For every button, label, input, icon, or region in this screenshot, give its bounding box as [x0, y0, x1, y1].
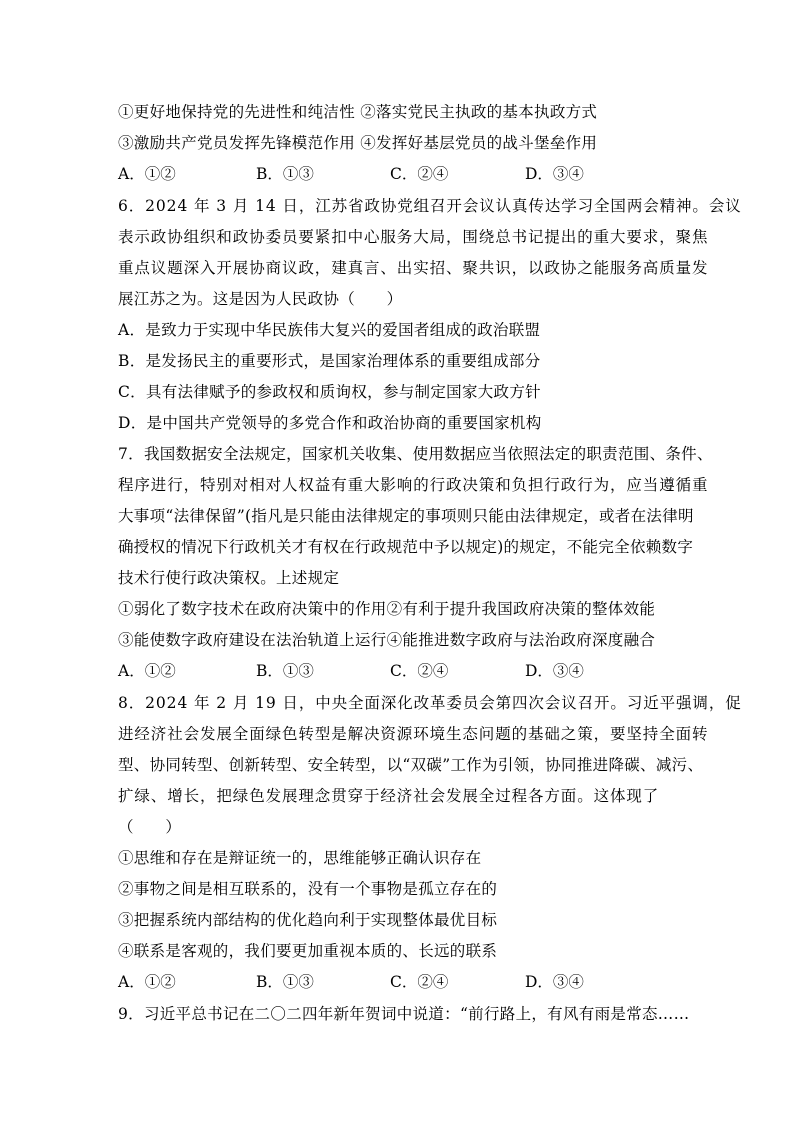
q8-statement-3: ③把握系统内部结构的优化趋向利于实现整体最优目标 [118, 911, 498, 929]
q7-stem-line-5: 技术行使行政决策权。上述规定 [118, 569, 340, 587]
q8-option-b: B．①③ [256, 973, 314, 991]
q8-stem-line-4: 扩绿、增长，把绿色发展理念贯穿于经济社会发展全过程各方面。这体现了 [118, 787, 660, 805]
q6-stem-line-2: 表示政协组织和政协委员要紧扣中心服务大局，围绕总书记提出的重大要求，聚焦 [118, 228, 709, 246]
q7-statements-row-1: ①弱化了数字技术在政府决策中的作用②有利于提升我国政府决策的整体效能 [118, 600, 656, 618]
q6-stem-line-1: 6．2024 年 3 月 14 日，江苏省政协党组召开会议认真传达学习全国两会精神。会议 [118, 197, 742, 215]
q7-option-a: A．①② [118, 662, 176, 680]
q5-option-d: D．③④ [525, 165, 584, 183]
q6-choice-c: C．具有法律赋予的参政权和质询权，参与制定国家大政方针 [118, 383, 541, 401]
q5-option-a: A．①② [118, 165, 176, 183]
q5-statements-row-1: ①更好地保持党的先进性和纯洁性 ②落实党民主执政的基本执政方式 [118, 103, 598, 121]
q7-stem-line-1: 7．我国数据安全法规定，国家机关收集、使用数据应当依照法定的职责范围、条件、 [118, 445, 713, 463]
q6-stem-line-4: 展江苏之为。这是因为人民政协（ ） [118, 290, 403, 308]
q9-stem-line-1: 9．习近平总书记在二〇二四年新年贺词中说道：“前行路上，有风有雨是常态…… [118, 1005, 690, 1023]
q6-stem-line-3: 重点议题深入开展协商议政，建真言、出实招、聚共识，以政协之能服务高质量发 [118, 259, 709, 277]
q5-option-b: B．①③ [256, 165, 314, 183]
q6-choice-a: A．是致力于实现中华民族伟大复兴的爱国者组成的政治联盟 [118, 321, 541, 339]
q5-option-c: C．②④ [390, 165, 449, 183]
q8-stem-line-5: （ ） [118, 818, 182, 836]
q5-statements-row-2: ③激励共产党员发挥先锋模范作用 ④发挥好基层党员的战斗堡垒作用 [118, 134, 598, 152]
q8-stem-line-2: 进经济社会发展全面绿色转型是解决资源环境生态问题的基础之策，要坚持全面转 [118, 725, 709, 743]
q6-choice-b: B．是发扬民主的重要形式，是国家治理体系的重要组成部分 [118, 352, 541, 370]
q8-statement-1: ①思维和存在是辩证统一的，思维能够正确认识存在 [118, 849, 482, 867]
q7-stem-line-3: 大事项“法律保留”(指凡是只能由法律规定的事项则只能由法律规定，或者在法律明 [118, 507, 694, 525]
q8-option-c: C．②④ [390, 973, 449, 991]
q8-stem-line-3: 型、协同转型、创新转型、安全转型，以“双碳”工作为引领，协同推进降碳、减污、 [118, 756, 704, 774]
q7-option-d: D．③④ [525, 662, 584, 680]
q7-option-b: B．①③ [256, 662, 314, 680]
q7-statements-row-2: ③能使数字政府建设在法治轨道上运行④能推进数字政府与法治政府深度融合 [118, 631, 656, 649]
q7-stem-line-4: 确授权的情况下行政机关才有权在行政规范中予以规定)的规定，不能完全依赖数字 [118, 538, 694, 556]
q8-option-d: D．③④ [525, 973, 584, 991]
q8-statement-2: ②事物之间是相互联系的，没有一个事物是孤立存在的 [118, 880, 498, 898]
q8-statement-4: ④联系是客观的，我们要更加重视本质的、长远的联系 [118, 942, 498, 960]
q8-option-a: A．①② [118, 973, 176, 991]
q6-choice-d: D．是中国共产党领导的多党合作和政治协商的重要国家机构 [118, 414, 542, 432]
q8-stem-line-1: 8．2024 年 2 月 19 日，中央全面深化改革委员会第四次会议召开。习近平强调，促 [118, 694, 742, 712]
q7-stem-line-2: 程序进行，特别对相对人权益有重大影响的行政决策和负担行政行为，应当遵循重 [118, 476, 709, 494]
q7-option-c: C．②④ [390, 662, 449, 680]
